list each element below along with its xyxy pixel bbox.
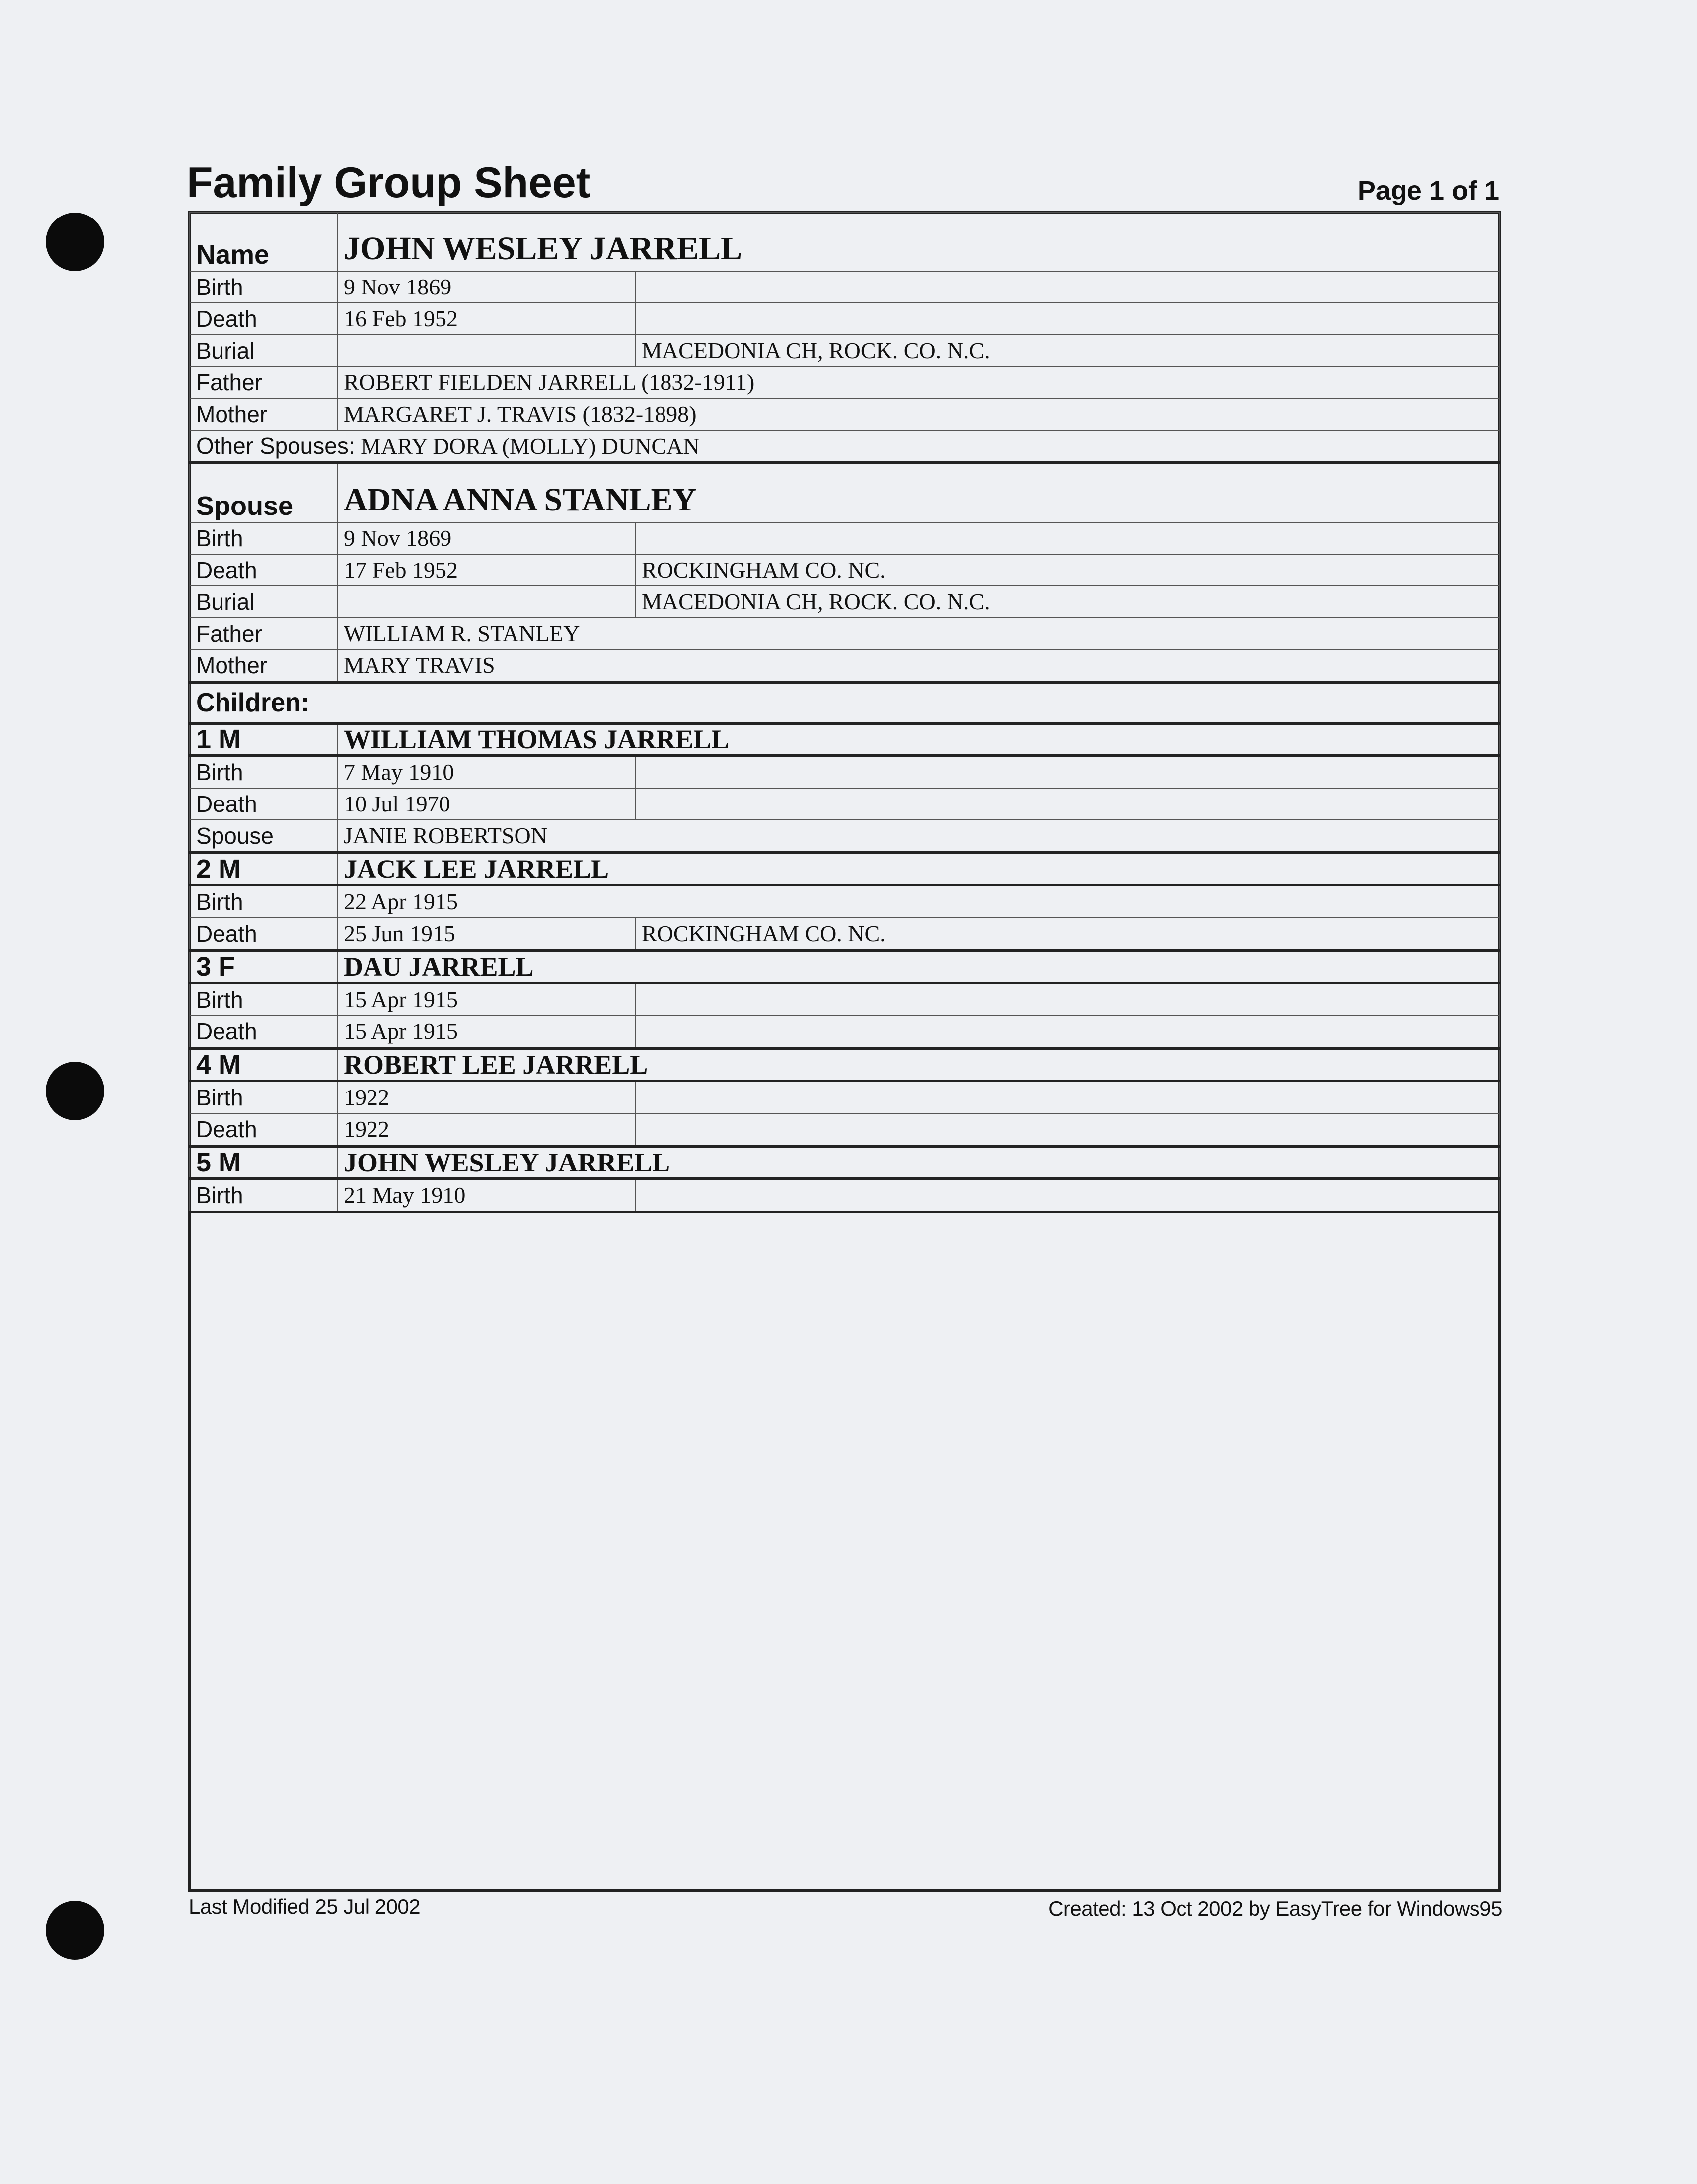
wife-burial-row	[190, 586, 1500, 618]
husband-mother-row	[190, 398, 1500, 430]
husband-burial-date	[337, 335, 635, 366]
father-label: Father	[190, 366, 337, 398]
child-tag: 3 F	[190, 950, 337, 983]
name-label: Name	[190, 213, 337, 271]
burial-label: Burial	[190, 586, 337, 618]
child-death-date: 25 Jun 1915	[337, 918, 635, 950]
child-tag: 5 M	[190, 1146, 337, 1179]
wife-birth-row	[190, 522, 1500, 554]
child-death-place	[635, 1113, 1500, 1146]
child-header-row	[190, 1048, 1500, 1081]
wife-mother: MARY TRAVIS	[337, 650, 1500, 682]
burial-label: Burial	[190, 335, 337, 366]
binder-hole-middle	[46, 1062, 104, 1120]
death-label: Death	[190, 303, 337, 335]
husband-birth-date: 9 Nov 1869	[337, 271, 635, 303]
page-title: Family Group Sheet	[187, 159, 590, 207]
other-spouses-row	[190, 430, 1500, 463]
last-modified: Last Modified 25 Jul 2002	[189, 1895, 421, 1918]
death-label: Death	[190, 1113, 337, 1146]
child-name: JOHN WESLEY JARRELL	[337, 1146, 1500, 1179]
child-name: DAU JARRELL	[337, 950, 1500, 983]
mother-label: Mother	[190, 398, 337, 430]
child-death-place	[635, 1016, 1500, 1048]
birth-label: Birth	[190, 756, 337, 789]
child-birth-date: 21 May 1910	[337, 1179, 635, 1212]
death-label: Death	[190, 1016, 337, 1048]
child-header-row	[190, 723, 1500, 756]
birth-label: Birth	[190, 983, 337, 1016]
mother-label: Mother	[190, 650, 337, 682]
child-death-row	[190, 918, 1500, 950]
binder-hole-top	[46, 213, 104, 271]
child-name: ROBERT LEE JARRELL	[337, 1048, 1500, 1081]
child-birth-place	[635, 1179, 1500, 1212]
wife-burial-place: MACEDONIA CH, ROCK. CO. N.C.	[635, 586, 1500, 618]
child-death-place	[635, 788, 1500, 820]
spouse-label: Spouse	[190, 820, 337, 853]
binder-hole-bottom	[46, 1901, 104, 1960]
husband-birth-place	[635, 271, 1500, 303]
wife-burial-date	[337, 586, 635, 618]
child-header-row	[190, 950, 1500, 983]
birth-label: Birth	[190, 271, 337, 303]
wife-death-date: 17 Feb 1952	[337, 554, 635, 586]
husband-name-row	[190, 213, 1500, 271]
child-birth-place	[635, 1081, 1500, 1114]
father-label: Father	[190, 618, 337, 650]
child-death-date: 10 Jul 1970	[337, 788, 635, 820]
child-birth-date: 15 Apr 1915	[337, 983, 635, 1016]
child-death-place: ROCKINGHAM CO. NC.	[635, 918, 1500, 950]
birth-label: Birth	[190, 1179, 337, 1212]
child-birth-row	[190, 885, 1500, 918]
husband-burial-row	[190, 335, 1500, 366]
birth-label: Birth	[190, 885, 337, 918]
child-header-row	[190, 1146, 1500, 1179]
child-birth-row	[190, 983, 1500, 1016]
husband-burial-place: MACEDONIA CH, ROCK. CO. N.C.	[635, 335, 1500, 366]
husband-death-place	[635, 303, 1500, 335]
wife-death-place: ROCKINGHAM CO. NC.	[635, 554, 1500, 586]
children-header-row	[190, 682, 1500, 723]
family-group-table	[189, 212, 1500, 1213]
child-birth-row	[190, 1081, 1500, 1114]
child-birth-date: 22 Apr 1915	[337, 885, 1500, 918]
other-spouses-value: MARY DORA (MOLLY) DUNCAN	[361, 433, 700, 459]
child-birth-place	[635, 756, 1500, 789]
child-name: JACK LEE JARRELL	[337, 853, 1500, 885]
child-birth-date: 1922	[337, 1081, 635, 1114]
child-header-row	[190, 853, 1500, 885]
child-birth-row	[190, 1179, 1500, 1212]
child-death-date: 15 Apr 1915	[337, 1016, 635, 1048]
child-tag: 2 M	[190, 853, 337, 885]
wife-father: WILLIAM R. STANLEY	[337, 618, 1500, 650]
birth-label: Birth	[190, 1081, 337, 1114]
wife-father-row	[190, 618, 1500, 650]
child-name: WILLIAM THOMAS JARRELL	[337, 723, 1500, 756]
child-death-row	[190, 1113, 1500, 1146]
child-birth-row	[190, 756, 1500, 789]
child-death-date: 1922	[337, 1113, 635, 1146]
child-tag: 1 M	[190, 723, 337, 756]
child-spouse: JANIE ROBERTSON	[337, 820, 1500, 853]
child-death-row	[190, 788, 1500, 820]
husband-death-row	[190, 303, 1500, 335]
child-birth-date: 7 May 1910	[337, 756, 635, 789]
wife-mother-row	[190, 650, 1500, 682]
child-spouse-row	[190, 820, 1500, 853]
child-death-row	[190, 1016, 1500, 1048]
wife-name: ADNA ANNA STANLEY	[337, 463, 1500, 522]
other-spouses-label: Other Spouses:	[196, 433, 355, 459]
death-label: Death	[190, 788, 337, 820]
child-tag: 4 M	[190, 1048, 337, 1081]
wife-death-row	[190, 554, 1500, 586]
wife-name-row	[190, 463, 1500, 522]
page-number: Page 1 of 1	[1357, 176, 1499, 206]
wife-birth-date: 9 Nov 1869	[337, 522, 635, 554]
death-label: Death	[190, 918, 337, 950]
husband-name: JOHN WESLEY JARRELL	[337, 213, 1500, 271]
created-by: Created: 13 Oct 2002 by EasyTree for Windows95	[1048, 1897, 1502, 1920]
husband-birth-row	[190, 271, 1500, 303]
children-label: Children:	[190, 682, 1500, 723]
husband-father-row	[190, 366, 1500, 398]
wife-birth-place	[635, 522, 1500, 554]
spouse-label: Spouse	[190, 463, 337, 522]
husband-mother: MARGARET J. TRAVIS (1832-1898)	[337, 398, 1500, 430]
husband-father: ROBERT FIELDEN JARRELL (1832-1911)	[337, 366, 1500, 398]
child-birth-place	[635, 983, 1500, 1016]
birth-label: Birth	[190, 522, 337, 554]
husband-death-date: 16 Feb 1952	[337, 303, 635, 335]
other-spouses-cell	[190, 430, 1500, 463]
death-label: Death	[190, 554, 337, 586]
